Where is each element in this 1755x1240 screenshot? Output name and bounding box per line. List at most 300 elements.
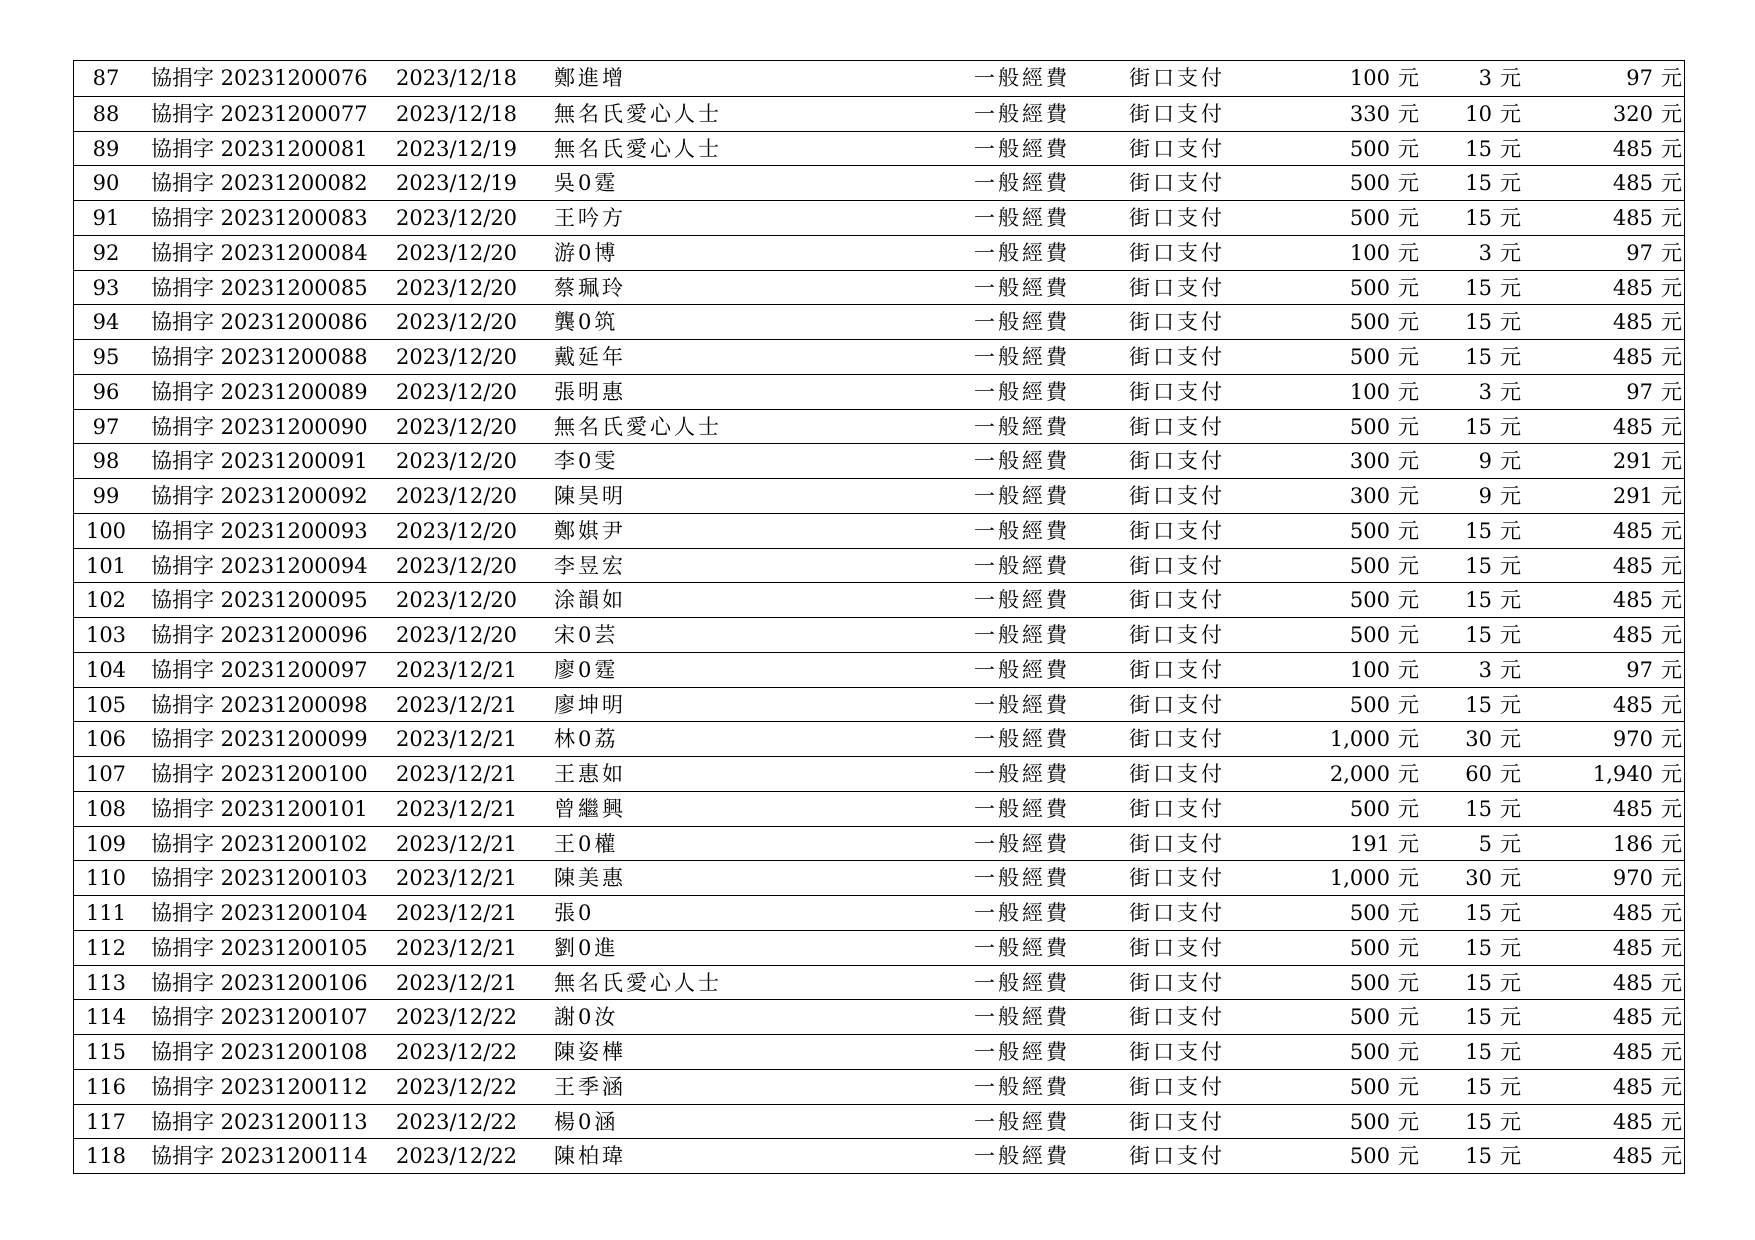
payment-method: 街口支付 <box>1129 66 1225 90</box>
net-amount-cell <box>1613 931 1682 965</box>
donation-purpose: 一般經費 <box>974 553 1070 578</box>
payment-method-cell <box>1129 966 1225 1000</box>
donation-amount-cell <box>1350 583 1419 617</box>
row-number-cell <box>74 375 138 409</box>
currency-unit: 元 <box>1398 1074 1419 1099</box>
payment-method: 街口支付 <box>1129 762 1225 786</box>
donation-date: 2023/12/20 <box>396 379 518 404</box>
net-amount: 485 <box>1612 553 1653 578</box>
net-amount: 97 <box>1626 379 1653 404</box>
row-number: 96 <box>92 379 120 404</box>
donation-amount: 330 <box>1349 101 1390 126</box>
processing-fee: 15 <box>1465 1109 1492 1134</box>
payment-method: 街口支付 <box>1129 866 1225 891</box>
donation-purpose-cell <box>974 97 1070 131</box>
currency-unit: 元 <box>1398 1040 1419 1064</box>
donation-amount-cell <box>1350 166 1419 200</box>
donor-name-cell <box>554 688 626 722</box>
processing-fee: 15 <box>1465 1074 1492 1099</box>
donation-date-cell <box>396 97 517 131</box>
donation-amount-cell <box>1350 966 1419 1000</box>
table-row <box>74 999 1684 1034</box>
donation-date-cell <box>396 1139 517 1173</box>
net-amount-cell <box>1626 236 1682 270</box>
payment-method: 街口支付 <box>1129 171 1225 196</box>
currency-unit: 元 <box>1661 1040 1682 1064</box>
processing-fee-cell <box>1465 549 1521 583</box>
receipt-number-cell <box>151 931 368 965</box>
currency-unit: 元 <box>1398 240 1419 265</box>
donor-name-cell <box>554 653 618 687</box>
processing-fee: 5 <box>1478 831 1492 856</box>
net-amount-cell <box>1613 1105 1682 1139</box>
net-amount-cell <box>1593 757 1682 791</box>
currency-unit: 元 <box>1398 866 1419 891</box>
payment-method-cell <box>1129 61 1225 96</box>
net-amount-cell <box>1613 479 1682 513</box>
processing-fee-cell <box>1465 271 1521 305</box>
donation-purpose: 一般經費 <box>974 623 1070 647</box>
processing-fee-cell <box>1479 61 1521 96</box>
net-amount: 485 <box>1612 275 1653 300</box>
receipt-number: 協捐字 20231200102 <box>151 831 368 856</box>
payment-method: 街口支付 <box>1129 484 1225 508</box>
receipt-number: 協捐字 20231200098 <box>151 692 368 717</box>
net-amount-cell <box>1613 444 1682 478</box>
net-amount: 485 <box>1612 1005 1653 1030</box>
donation-purpose-cell <box>974 1070 1070 1104</box>
currency-unit: 元 <box>1500 171 1521 196</box>
processing-fee-cell <box>1465 896 1521 930</box>
donation-purpose-cell <box>974 722 1070 756</box>
processing-fee: 3 <box>1478 66 1492 90</box>
receipt-number-cell <box>151 896 368 930</box>
donor-name: 謝0汝 <box>554 1005 619 1030</box>
donation-amount-cell <box>1330 861 1419 895</box>
row-number-cell <box>74 201 138 235</box>
donation-amount-cell <box>1350 271 1419 305</box>
donation-amount-cell <box>1350 132 1419 166</box>
payment-method-cell <box>1129 618 1225 652</box>
donation-date: 2023/12/20 <box>396 588 518 613</box>
row-number: 88 <box>92 101 120 126</box>
processing-fee-cell <box>1465 583 1521 617</box>
payment-method-cell <box>1129 410 1225 444</box>
donation-purpose-cell <box>974 1105 1070 1139</box>
currency-unit: 元 <box>1661 623 1682 647</box>
currency-unit: 元 <box>1398 449 1419 474</box>
payment-method-cell <box>1129 792 1225 826</box>
donation-amount-cell <box>1350 236 1419 270</box>
currency-unit: 元 <box>1500 831 1521 856</box>
donation-purpose: 一般經費 <box>974 171 1070 196</box>
donation-date-cell <box>396 966 517 1000</box>
table-row <box>74 235 1684 270</box>
receipt-number: 協捐字 20231200112 <box>151 1074 368 1099</box>
table-row <box>74 1034 1684 1069</box>
donation-date: 2023/12/21 <box>396 935 518 960</box>
net-amount-cell <box>1613 514 1682 548</box>
donation-amount-cell <box>1350 444 1419 478</box>
donation-date-cell <box>396 896 517 930</box>
receipt-number: 協捐字 20231200083 <box>151 206 368 230</box>
donation-date: 2023/12/20 <box>396 553 518 578</box>
currency-unit: 元 <box>1661 901 1682 925</box>
donor-name: 李0雯 <box>554 449 619 474</box>
row-number-cell <box>74 340 138 374</box>
currency-unit: 元 <box>1500 623 1521 647</box>
currency-unit: 元 <box>1661 275 1682 300</box>
donor-name-cell <box>554 549 626 583</box>
receipt-number: 協捐字 20231200107 <box>151 1005 368 1030</box>
currency-unit: 元 <box>1661 866 1682 891</box>
processing-fee-cell <box>1479 375 1521 409</box>
processing-fee: 15 <box>1465 553 1492 578</box>
processing-fee: 15 <box>1465 970 1492 995</box>
donor-name-cell <box>554 861 626 895</box>
row-number: 105 <box>85 692 127 717</box>
donation-amount: 500 <box>1349 1144 1390 1169</box>
row-number-cell <box>74 1000 138 1034</box>
currency-unit: 元 <box>1661 206 1682 230</box>
donation-date: 2023/12/19 <box>396 171 518 196</box>
donation-amount-cell <box>1350 375 1419 409</box>
donor-name: 曾繼興 <box>554 796 626 821</box>
donation-date-cell <box>396 792 517 826</box>
row-number: 115 <box>85 1040 127 1064</box>
donor-name-cell <box>554 305 618 339</box>
donor-name: 戴延年 <box>554 345 626 369</box>
donation-date-cell <box>396 479 517 513</box>
table-row <box>74 374 1684 409</box>
net-amount: 485 <box>1612 171 1653 196</box>
currency-unit: 元 <box>1398 692 1419 717</box>
donor-name-cell <box>554 61 626 96</box>
currency-unit: 元 <box>1398 1144 1419 1169</box>
donation-amount: 500 <box>1349 414 1390 439</box>
donation-purpose: 一般經費 <box>974 657 1070 682</box>
donation-date: 2023/12/21 <box>396 692 518 717</box>
processing-fee: 10 <box>1465 101 1492 126</box>
donation-date-cell <box>396 583 517 617</box>
processing-fee: 60 <box>1465 762 1492 786</box>
payment-method: 街口支付 <box>1129 796 1225 821</box>
currency-unit: 元 <box>1500 1040 1521 1064</box>
currency-unit: 元 <box>1398 206 1419 230</box>
currency-unit: 元 <box>1661 762 1682 786</box>
currency-unit: 元 <box>1398 970 1419 995</box>
donor-name: 李昱宏 <box>554 553 626 578</box>
payment-method: 街口支付 <box>1129 518 1225 543</box>
currency-unit: 元 <box>1398 310 1419 335</box>
currency-unit: 元 <box>1398 484 1419 508</box>
net-amount-cell <box>1626 375 1682 409</box>
donation-amount: 100 <box>1349 657 1390 682</box>
net-amount-cell <box>1613 722 1682 756</box>
donation-purpose: 一般經費 <box>974 935 1070 960</box>
net-amount-cell <box>1626 653 1682 687</box>
currency-unit: 元 <box>1661 727 1682 752</box>
processing-fee-cell <box>1465 1139 1521 1173</box>
net-amount: 485 <box>1612 518 1653 543</box>
donation-purpose: 一般經費 <box>974 762 1070 786</box>
row-number: 107 <box>85 762 127 786</box>
donation-amount: 2,000 <box>1329 762 1390 786</box>
receipt-number-cell <box>151 236 368 270</box>
payment-method-cell <box>1129 896 1225 930</box>
row-number: 110 <box>85 866 127 891</box>
donation-purpose: 一般經費 <box>974 345 1070 369</box>
donation-amount: 500 <box>1349 623 1390 647</box>
donor-name: 劉0進 <box>554 935 619 960</box>
receipt-number-cell <box>151 1105 368 1139</box>
currency-unit: 元 <box>1661 796 1682 821</box>
net-amount: 485 <box>1612 414 1653 439</box>
payment-method-cell <box>1129 201 1225 235</box>
donation-purpose-cell <box>974 966 1070 1000</box>
net-amount-cell <box>1613 861 1682 895</box>
donation-date-cell <box>396 549 517 583</box>
net-amount: 485 <box>1612 970 1653 995</box>
processing-fee-cell <box>1465 1035 1521 1069</box>
donor-name-cell <box>554 966 722 1000</box>
net-amount: 485 <box>1612 935 1653 960</box>
row-number: 108 <box>85 796 127 821</box>
currency-unit: 元 <box>1661 1144 1682 1169</box>
net-amount-cell <box>1613 618 1682 652</box>
receipt-number-cell <box>151 583 368 617</box>
currency-unit: 元 <box>1661 240 1682 265</box>
net-amount-cell <box>1613 1070 1682 1104</box>
processing-fee: 3 <box>1478 379 1492 404</box>
table-row <box>74 1138 1684 1173</box>
donor-name: 吳0霆 <box>554 171 619 196</box>
currency-unit: 元 <box>1661 449 1682 474</box>
donation-amount-cell <box>1330 722 1419 756</box>
processing-fee-cell <box>1479 827 1521 861</box>
payment-method-cell <box>1129 340 1225 374</box>
table-row <box>74 826 1684 861</box>
donation-amount-cell <box>1350 1000 1419 1034</box>
net-amount-cell <box>1613 305 1682 339</box>
table-row <box>74 582 1684 617</box>
row-number: 113 <box>85 970 127 995</box>
payment-method: 街口支付 <box>1129 1005 1225 1030</box>
payment-method: 街口支付 <box>1129 449 1225 474</box>
donor-name: 無名氏愛心人士 <box>554 136 722 161</box>
receipt-number: 協捐字 20231200113 <box>151 1109 368 1134</box>
processing-fee-cell <box>1465 757 1521 791</box>
row-number-cell <box>74 757 138 791</box>
row-number-cell <box>74 792 138 826</box>
donation-purpose: 一般經費 <box>974 588 1070 613</box>
donation-purpose-cell <box>974 132 1070 166</box>
table-row <box>74 61 1684 96</box>
currency-unit: 元 <box>1661 518 1682 543</box>
receipt-number: 協捐字 20231200100 <box>151 762 368 786</box>
currency-unit: 元 <box>1500 588 1521 613</box>
receipt-number: 協捐字 20231200105 <box>151 935 368 960</box>
donation-purpose: 一般經費 <box>974 240 1070 265</box>
donor-name-cell <box>554 931 618 965</box>
donor-name-cell <box>554 236 618 270</box>
currency-unit: 元 <box>1500 657 1521 682</box>
processing-fee: 15 <box>1465 935 1492 960</box>
donation-date-cell <box>396 861 517 895</box>
donor-name: 張0 <box>554 901 595 925</box>
net-amount: 485 <box>1612 310 1653 335</box>
donor-name: 陳美惠 <box>554 866 626 891</box>
donor-name-cell <box>554 896 594 930</box>
donation-amount: 100 <box>1349 240 1390 265</box>
payment-method-cell <box>1129 583 1225 617</box>
row-number-cell <box>74 410 138 444</box>
donation-purpose: 一般經費 <box>974 66 1070 90</box>
processing-fee: 15 <box>1465 310 1492 335</box>
payment-method: 街口支付 <box>1129 1040 1225 1064</box>
currency-unit: 元 <box>1500 1109 1521 1134</box>
payment-method: 街口支付 <box>1129 901 1225 925</box>
processing-fee: 15 <box>1465 518 1492 543</box>
net-amount: 186 <box>1612 831 1653 856</box>
payment-method: 街口支付 <box>1129 553 1225 578</box>
net-amount: 485 <box>1612 1074 1653 1099</box>
row-number-cell <box>74 1070 138 1104</box>
row-number-cell <box>74 931 138 965</box>
receipt-number-cell <box>151 166 368 200</box>
net-amount-cell <box>1613 896 1682 930</box>
donation-purpose: 一般經費 <box>974 206 1070 230</box>
donor-name: 鄭娸尹 <box>554 518 626 543</box>
processing-fee: 15 <box>1465 275 1492 300</box>
donation-purpose-cell <box>974 792 1070 826</box>
donation-amount-cell <box>1350 792 1419 826</box>
net-amount: 291 <box>1612 449 1653 474</box>
currency-unit: 元 <box>1398 275 1419 300</box>
row-number: 99 <box>92 484 120 508</box>
receipt-number-cell <box>151 410 368 444</box>
donation-date-cell <box>396 410 517 444</box>
row-number: 117 <box>85 1109 127 1134</box>
currency-unit: 元 <box>1500 379 1521 404</box>
row-number-cell <box>74 653 138 687</box>
donation-date: 2023/12/21 <box>396 796 518 821</box>
donation-date-cell <box>396 236 517 270</box>
donor-name-cell <box>554 271 626 305</box>
row-number: 114 <box>85 1005 127 1030</box>
payment-method-cell <box>1129 861 1225 895</box>
receipt-number: 協捐字 20231200089 <box>151 379 368 404</box>
donor-name-cell <box>554 375 626 409</box>
net-amount: 485 <box>1612 1109 1653 1134</box>
receipt-number-cell <box>151 1070 368 1104</box>
processing-fee-cell <box>1465 305 1521 339</box>
donation-amount-cell <box>1350 1070 1419 1104</box>
donation-date: 2023/12/18 <box>396 66 518 90</box>
donation-date: 2023/12/20 <box>396 275 518 300</box>
currency-unit: 元 <box>1500 1005 1521 1030</box>
currency-unit: 元 <box>1500 345 1521 369</box>
payment-method-cell <box>1129 1139 1225 1173</box>
table-row <box>74 304 1684 339</box>
currency-unit: 元 <box>1500 762 1521 786</box>
processing-fee-cell <box>1479 236 1521 270</box>
donation-date: 2023/12/20 <box>396 518 518 543</box>
donor-name: 王惠如 <box>554 762 626 786</box>
donation-date: 2023/12/21 <box>396 970 518 995</box>
currency-unit: 元 <box>1398 831 1419 856</box>
currency-unit: 元 <box>1500 449 1521 474</box>
donation-purpose: 一般經費 <box>974 379 1070 404</box>
currency-unit: 元 <box>1661 171 1682 196</box>
table-row <box>74 478 1684 513</box>
donation-purpose: 一般經費 <box>974 414 1070 439</box>
receipt-number-cell <box>151 375 368 409</box>
donor-name-cell <box>554 201 626 235</box>
donation-date: 2023/12/18 <box>396 101 518 126</box>
receipt-number: 協捐字 20231200094 <box>151 553 368 578</box>
donation-purpose-cell <box>974 444 1070 478</box>
donation-purpose: 一般經費 <box>974 796 1070 821</box>
donation-purpose-cell <box>974 1139 1070 1173</box>
currency-unit: 元 <box>1500 1144 1521 1169</box>
payment-method-cell <box>1129 1035 1225 1069</box>
donor-name: 陳姿樺 <box>554 1040 626 1064</box>
donation-amount-cell <box>1350 549 1419 583</box>
receipt-number-cell <box>151 722 368 756</box>
donor-name-cell <box>554 479 626 513</box>
donation-purpose: 一般經費 <box>974 1040 1070 1064</box>
donor-name-cell <box>554 166 618 200</box>
donation-purpose: 一般經費 <box>974 101 1070 126</box>
donor-name-cell <box>554 410 722 444</box>
row-number-cell <box>74 1035 138 1069</box>
receipt-number-cell <box>151 514 368 548</box>
payment-method-cell <box>1129 1000 1225 1034</box>
processing-fee-cell <box>1465 1070 1521 1104</box>
net-amount-cell <box>1613 583 1682 617</box>
currency-unit: 元 <box>1500 1074 1521 1099</box>
row-number-cell <box>74 827 138 861</box>
payment-method: 街口支付 <box>1129 727 1225 752</box>
receipt-number-cell <box>151 201 368 235</box>
currency-unit: 元 <box>1398 518 1419 543</box>
donation-purpose-cell <box>974 549 1070 583</box>
payment-method-cell <box>1129 132 1225 166</box>
processing-fee-cell <box>1465 410 1521 444</box>
row-number-cell <box>74 1139 138 1173</box>
row-number-cell <box>74 1105 138 1139</box>
net-amount-cell <box>1613 549 1682 583</box>
currency-unit: 元 <box>1661 345 1682 369</box>
donation-amount: 500 <box>1349 310 1390 335</box>
donation-date-cell <box>396 653 517 687</box>
row-number-cell <box>74 966 138 1000</box>
payment-method-cell <box>1129 514 1225 548</box>
donation-amount-cell <box>1350 61 1419 96</box>
receipt-number: 協捐字 20231200101 <box>151 796 368 821</box>
donor-name: 蔡珮玲 <box>554 275 626 300</box>
donor-name: 無名氏愛心人士 <box>554 101 722 126</box>
currency-unit: 元 <box>1500 727 1521 752</box>
processing-fee: 9 <box>1478 484 1492 508</box>
payment-method: 街口支付 <box>1129 240 1225 265</box>
donation-amount: 1,000 <box>1329 727 1390 752</box>
net-amount: 320 <box>1612 101 1653 126</box>
table-row <box>74 443 1684 478</box>
donor-name: 林0荔 <box>554 727 619 752</box>
receipt-number: 協捐字 20231200114 <box>151 1144 368 1169</box>
